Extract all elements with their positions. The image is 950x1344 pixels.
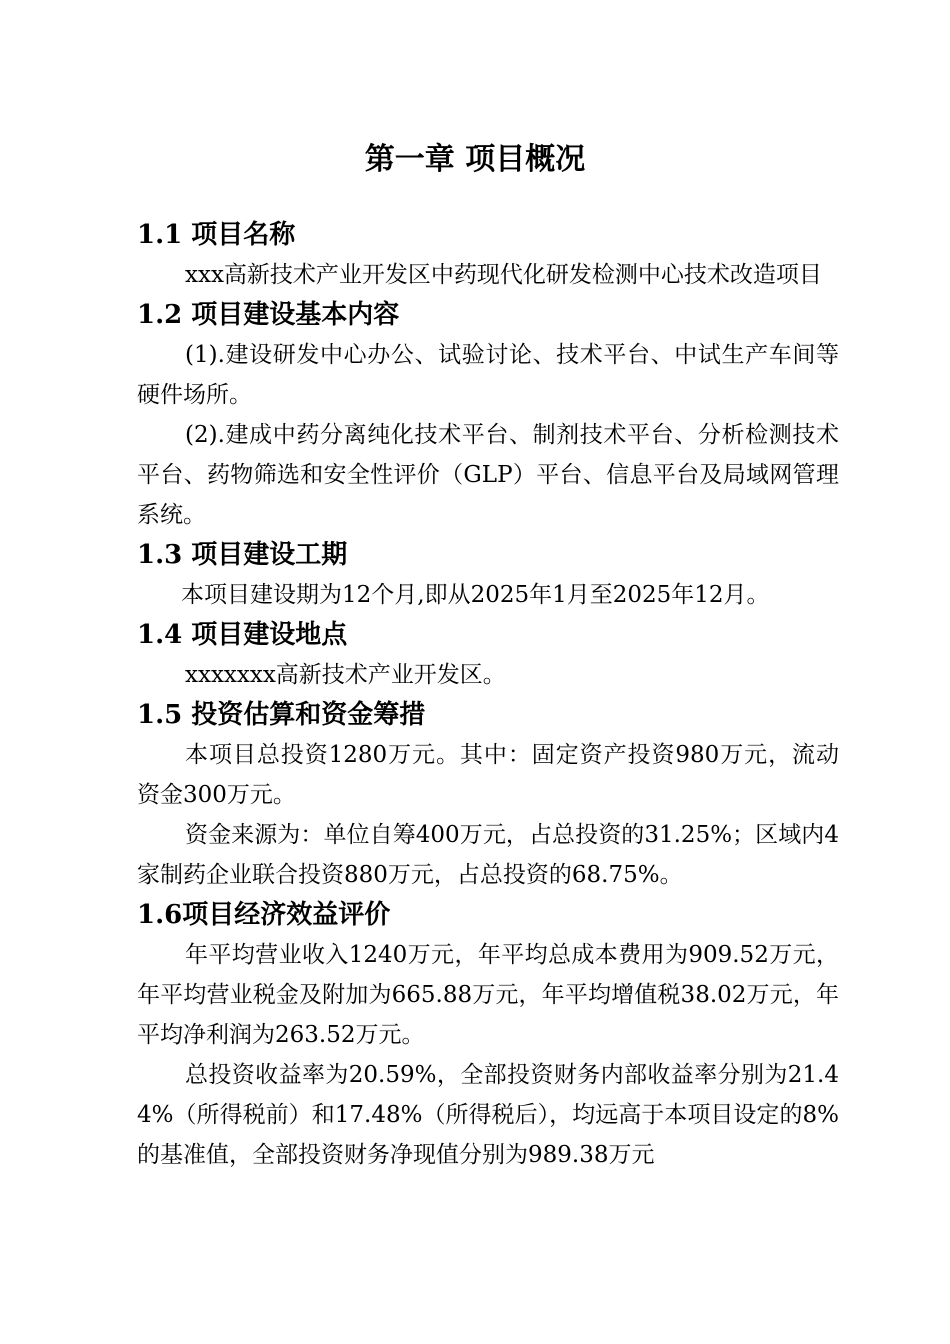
section-heading: 1.2 项目建设基本内容	[137, 300, 400, 330]
paragraph: xxx高新技术产业开发区中药现代化研发检测中心技术改造项目	[185, 262, 822, 288]
paragraph: xxxxxxx高新技术产业开发区。	[185, 662, 506, 688]
section-construction-content	[137, 295, 839, 535]
paragraph: 总投资收益率为20.59%，全部投资财务内部收益率分别为21.44%（所得税前）和17.48%（所得税后），均远高于本项目设定的8%的基准值，全部投资财务净现值分别为989.38万元	[137, 1062, 839, 1168]
section-investment	[137, 695, 839, 895]
paragraph: (2).建成中药分离纯化技术平台、制剂技术平台、分析检测技术平台、药物筛选和安全性评价（GLP）平台、信息平台及局域网管理系统。	[137, 422, 839, 528]
chapter-title: 第一章 项目概况	[364, 142, 586, 177]
paragraph: 本项目总投资1280万元。其中：固定资产投资980万元，流动资金300万元。	[137, 742, 839, 808]
paragraph: 资金来源为：单位自筹400万元，占总投资的31.25%；区域内4家制药企业联合投资880万元，占总投资的68.75%。	[137, 822, 839, 888]
section-economic-evaluation	[137, 895, 839, 1175]
paragraph: 年平均营业收入1240万元，年平均总成本费用为909.52万元，年平均营业税金及附加为665.88万元，年平均增值税38.02万元，年平均净利润为263.52万元。	[137, 942, 839, 1048]
section-heading: 1.5 投资估算和资金筹措	[137, 700, 426, 730]
section-project-name	[137, 215, 839, 295]
section-construction-period	[137, 535, 839, 615]
section-construction-site	[137, 615, 839, 695]
document-body	[137, 215, 839, 1175]
paragraph: 本项目建设期为12个月,即从2025年1月至2025年12月。	[181, 582, 770, 608]
paragraph: (1).建设研发中心办公、试验讨论、技术平台、中试生产车间等硬件场所。	[137, 342, 839, 408]
section-heading: 1.3 项目建设工期	[137, 540, 348, 570]
section-heading: 1.4 项目建设地点	[137, 620, 348, 650]
section-heading: 1.6项目经济效益评价	[137, 900, 391, 930]
section-heading: 1.1 项目名称	[137, 220, 296, 250]
